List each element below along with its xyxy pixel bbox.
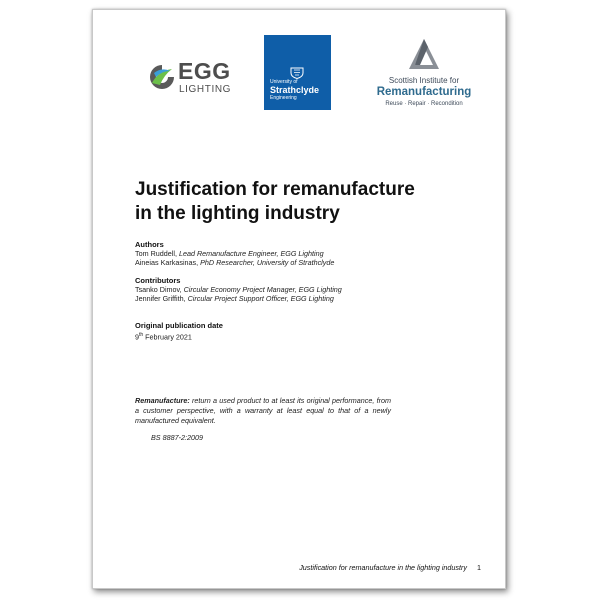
sir-triangle-icon: [408, 38, 440, 72]
author-2: [135, 258, 334, 267]
sir-logo: [369, 38, 479, 113]
contributor-1: [135, 285, 342, 294]
author-1-role: Lead Remanufacture Engineer, EGG Lighting: [178, 249, 324, 258]
definition-term: Remanufacture:: [135, 396, 190, 405]
contributor-1-name: Tsanko Dimov,: [135, 285, 184, 294]
strathclyde-line1: University of: [270, 79, 298, 85]
contributors-label: Contributors: [135, 276, 181, 285]
contributor-1-role: Circular Economy Project Manager, EGG Lighting: [183, 285, 342, 294]
author-1-name: Tom Ruddell,: [135, 249, 179, 258]
egg-logo-word: EGG: [178, 58, 231, 84]
page-footer: [299, 563, 481, 572]
page-number: 1: [477, 563, 481, 572]
footer-title: Justification for remanufacture in the lighting industry: [299, 563, 467, 572]
egg-logo-subtitle: LIGHTING: [179, 84, 232, 95]
document-title: [135, 178, 465, 226]
egg-lighting-logo: [148, 58, 240, 98]
remanufacture-definition: [135, 396, 391, 426]
author-2-name: Aineias Karkasinas,: [135, 258, 201, 267]
definition-text: return a used product to at least its original performance, from a customer perspective, with a warranty at least equal to that of a newly manufactured equivalent.: [135, 396, 391, 425]
publication-date-label: Original publication date: [135, 321, 223, 330]
egg-swirl-icon: [148, 63, 176, 91]
publication-month-year: February 2021: [143, 332, 192, 342]
definition-citation: BS 8887-2:2009: [151, 433, 203, 442]
strathclyde-crest-icon: [290, 67, 304, 79]
contributor-2: [135, 294, 334, 303]
author-2-role: PhD Researcher, University of Strathclyde: [200, 258, 335, 267]
strathclyde-line2: Strathclyde: [270, 85, 320, 95]
sir-line1: Scottish Institute for: [388, 76, 460, 85]
publication-day-suffix: th: [139, 332, 144, 338]
authors-label: Authors: [135, 240, 164, 249]
document-page: [92, 9, 506, 589]
contributor-2-name: Jennifer Griffith,: [135, 294, 188, 303]
title-line-2: in the lighting industry: [135, 203, 340, 224]
publication-date: [135, 331, 192, 341]
contributor-2-role: Circular Project Support Officer, EGG Lighting: [187, 294, 334, 303]
author-1: [135, 249, 324, 258]
title-line-1: Justification for remanufacture: [135, 179, 415, 200]
sir-line3: Reuse · Repair · Recondition: [385, 101, 463, 107]
publication-day: 9: [135, 332, 139, 342]
sir-line2: Remanufacturing: [376, 86, 472, 98]
strathclyde-logo: [264, 35, 331, 110]
strathclyde-line3: Engineering: [270, 95, 297, 101]
